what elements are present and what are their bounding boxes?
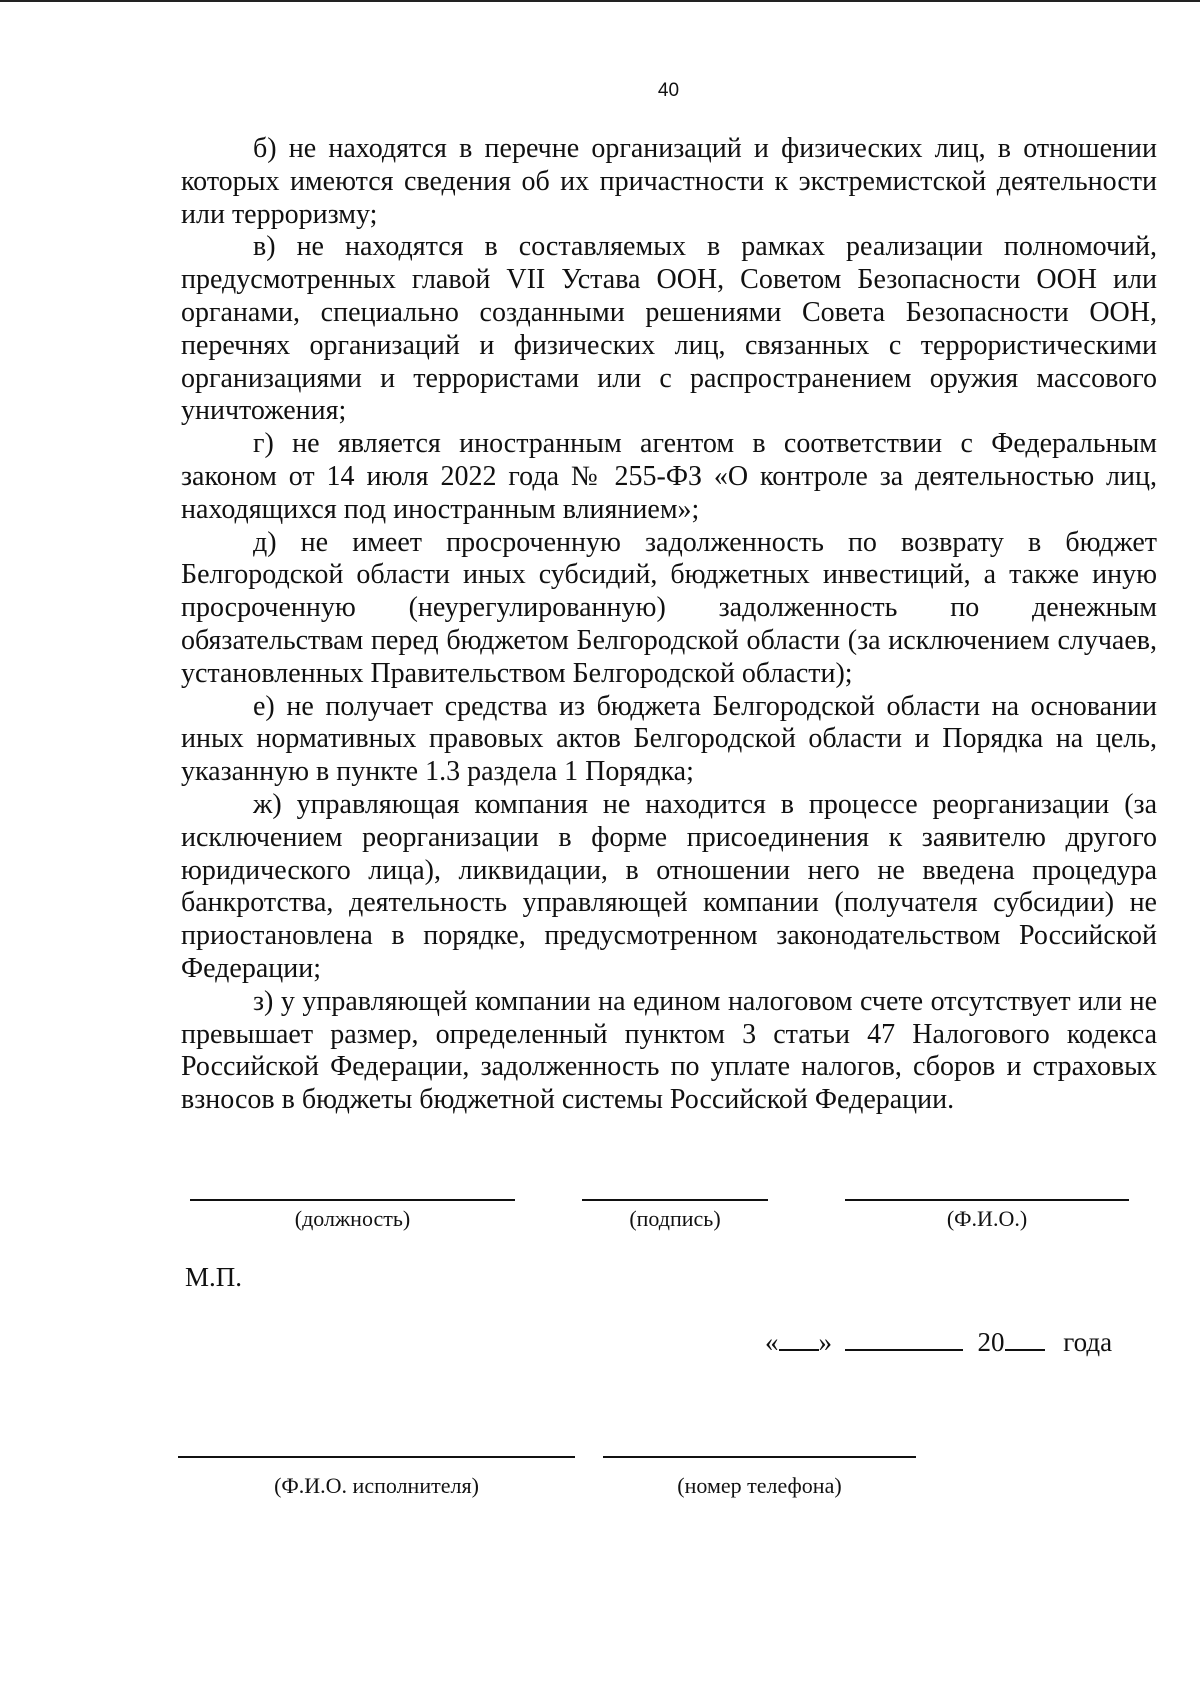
paragraph-b: б) не находятся в перечне организаций и физических лиц, в отношении которых имеются сведения об их причастности к экстремистской деятельности или терроризму; <box>181 133 1157 230</box>
paragraph-v: в) не находятся в составляемых в рамках реализации полномочий, предусмотренных главой VII Устава ООН, Советом Безопасности ООН или органами, специально созданными решениями Совета Безопасности ООН, перечнях организаций и физических лиц, связанных с террористическими организациями и террористами или с распространением оружия массового уничтожения; <box>181 231 1157 427</box>
stamp-label: М.П. <box>185 1262 243 1292</box>
paragraph-zh: ж) управляющая компания не находится в процессе реорганизации (за исключением реорганизации в форме присоединения к заявителю другого юридического лица), ликвидации, в отношении него не введена процедура банкротства, деятельность управляющей компании (получателя субсидии) не приостановлена в порядке, предусмотренном законодательством Российской Федерации; <box>181 788 1157 984</box>
date-suffix: года <box>1063 1327 1113 1357</box>
paragraph-d: д) не имеет просроченную задолженность по возврату в бюджет Белгородской области иных субсидий, бюджетных инвестиций, а также иную просроченную (неурегулированную) задолженность по денежным обязательствам перед бюджетом Белгородской области (за исключением случаев, установленных Правительством Белгородской области); <box>181 526 1157 689</box>
top-border-rule <box>0 0 1200 2</box>
signature-label: (подпись) <box>629 1206 721 1231</box>
executor-blank-line <box>178 1456 575 1458</box>
year-prefix: 20 <box>977 1327 1005 1357</box>
document-body <box>181 133 1157 1117</box>
name-blank-line <box>845 1199 1129 1201</box>
paragraph-z: з) у управляющей компании на едином налоговом счете отсутствует или не превышает размер, определенный пунктом 3 статьи 47 Налогового кодекса Российской Федерации, задолженность по уплате налогов, сборов и страховых взносов в бюджеты бюджетной системы Российской Федерации. <box>181 985 1157 1116</box>
position-label: (должность) <box>294 1206 411 1231</box>
position-blank-line <box>190 1199 515 1201</box>
paragraph-e: е) не получает средства из бюджета Белгородской области на основании иных нормативных правовых актов Белгородской области и Порядка на цель, указанную в пункте 1.3 раздела 1 Порядка; <box>181 690 1157 788</box>
paragraph-g: г) не является иностранным агентом в соответствии с Федеральным законом от 14 июля 2022 года № 255-ФЗ «О контроле за деятельностью лиц, находящихся под иностранным влиянием»; <box>181 428 1157 525</box>
page-number: 40 <box>657 80 680 101</box>
date-line <box>765 1327 1112 1358</box>
day-blank <box>779 1327 819 1351</box>
month-blank <box>845 1327 963 1351</box>
phone-label: (номер телефона) <box>677 1473 842 1498</box>
name-label: (Ф.И.О.) <box>946 1206 1028 1231</box>
date-close-quote: » <box>818 1327 832 1357</box>
phone-blank-line <box>603 1456 916 1458</box>
signature-blank-line <box>582 1199 768 1201</box>
executor-label: (Ф.И.О. исполнителя) <box>274 1473 479 1498</box>
date-open-quote: « <box>765 1327 779 1357</box>
year-blank <box>1005 1327 1045 1351</box>
